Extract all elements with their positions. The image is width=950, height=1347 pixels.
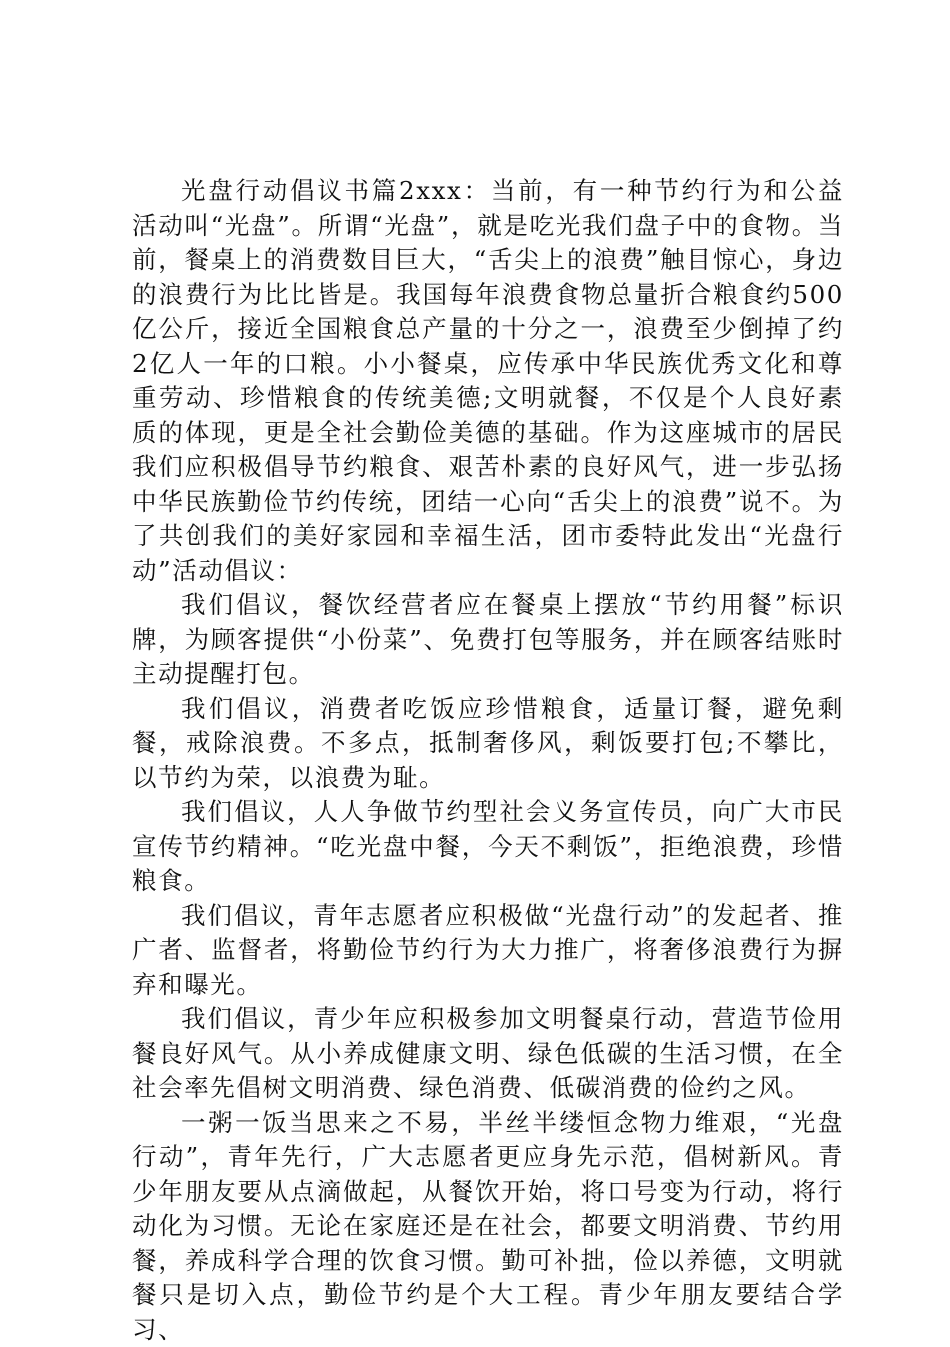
paragraph-proposal-volunteers: 我们倡议，青年志愿者应积极做“光盘行动”的发起者、推广者、监督者，将勤俭节约行为大力推广，将奢侈浪费行为摒弃和曝光。: [132, 899, 844, 1003]
paragraph-proposal-youth: 我们倡议，青少年应积极参加文明餐桌行动，营造节俭用餐良好风气。从小养成健康文明、绿色低碳的生活习惯，在全社会率先倡树文明消费、绿色消费、低碳消费的俭约之风。: [132, 1002, 844, 1106]
document-body: [132, 174, 844, 1347]
paragraph-proposal-restaurants: 我们倡议，餐饮经营者应在餐桌上摆放“节约用餐”标识牌，为顾客提供“小份菜”、免费打包等服务，并在顾客结账时主动提醒打包。: [132, 588, 844, 692]
paragraph-proposal-consumers: 我们倡议，消费者吃饭应珍惜粮食，适量订餐，避免剩餐，戒除浪费。不多点，抵制奢侈风，剩饭要打包;不攀比，以节约为荣，以浪费为耻。: [132, 692, 844, 796]
paragraph-intro: 光盘行动倡议书篇2xxx：当前，有一种节约行为和公益活动叫“光盘”。所谓“光盘”，就是吃光我们盘子中的食物。当前，餐桌上的消费数目巨大，“舌尖上的浪费”触目惊心，身边的浪费行为比比皆是。我国每年浪费食物总量折合粮食约500亿公斤，接近全国粮食总产量的十分之一，浪费至少倒掉了约2亿人一年的口粮。小小餐桌，应传承中华民族优秀文化和尊重劳动、珍惜粮食的传统美德;文明就餐，不仅是个人良好素质的体现，更是全社会勤俭美德的基础。作为这座城市的居民我们应积极倡导节约粮食、艰苦朴素的良好风气，进一步弘扬中华民族勤俭节约传统，团结一心向“舌尖上的浪费”说不。为了共创我们的美好家园和幸福生活，团市委特此发出“光盘行动”活动倡议：: [132, 174, 844, 588]
paragraph-closing: 一粥一饭当思来之不易，半丝半缕恒念物力维艰，“光盘行动”，青年先行，广大志愿者更应身先示范，倡树新风。青少年朋友要从点滴做起，从餐饮开始，将口号变为行动，将行动化为习惯。无论在家庭还是在社会，都要文明消费、节约用餐，养成科学合理的饮食习惯。勤可补拙，俭以养德，文明就餐只是切入点，勤俭节约是个大工程。青少年朋友要结合学习、: [132, 1106, 844, 1347]
paragraph-proposal-publicity: 我们倡议，人人争做节约型社会义务宣传员，向广大市民宣传节约精神。“吃光盘中餐，今天不剩饭”，拒绝浪费，珍惜粮食。: [132, 795, 844, 899]
